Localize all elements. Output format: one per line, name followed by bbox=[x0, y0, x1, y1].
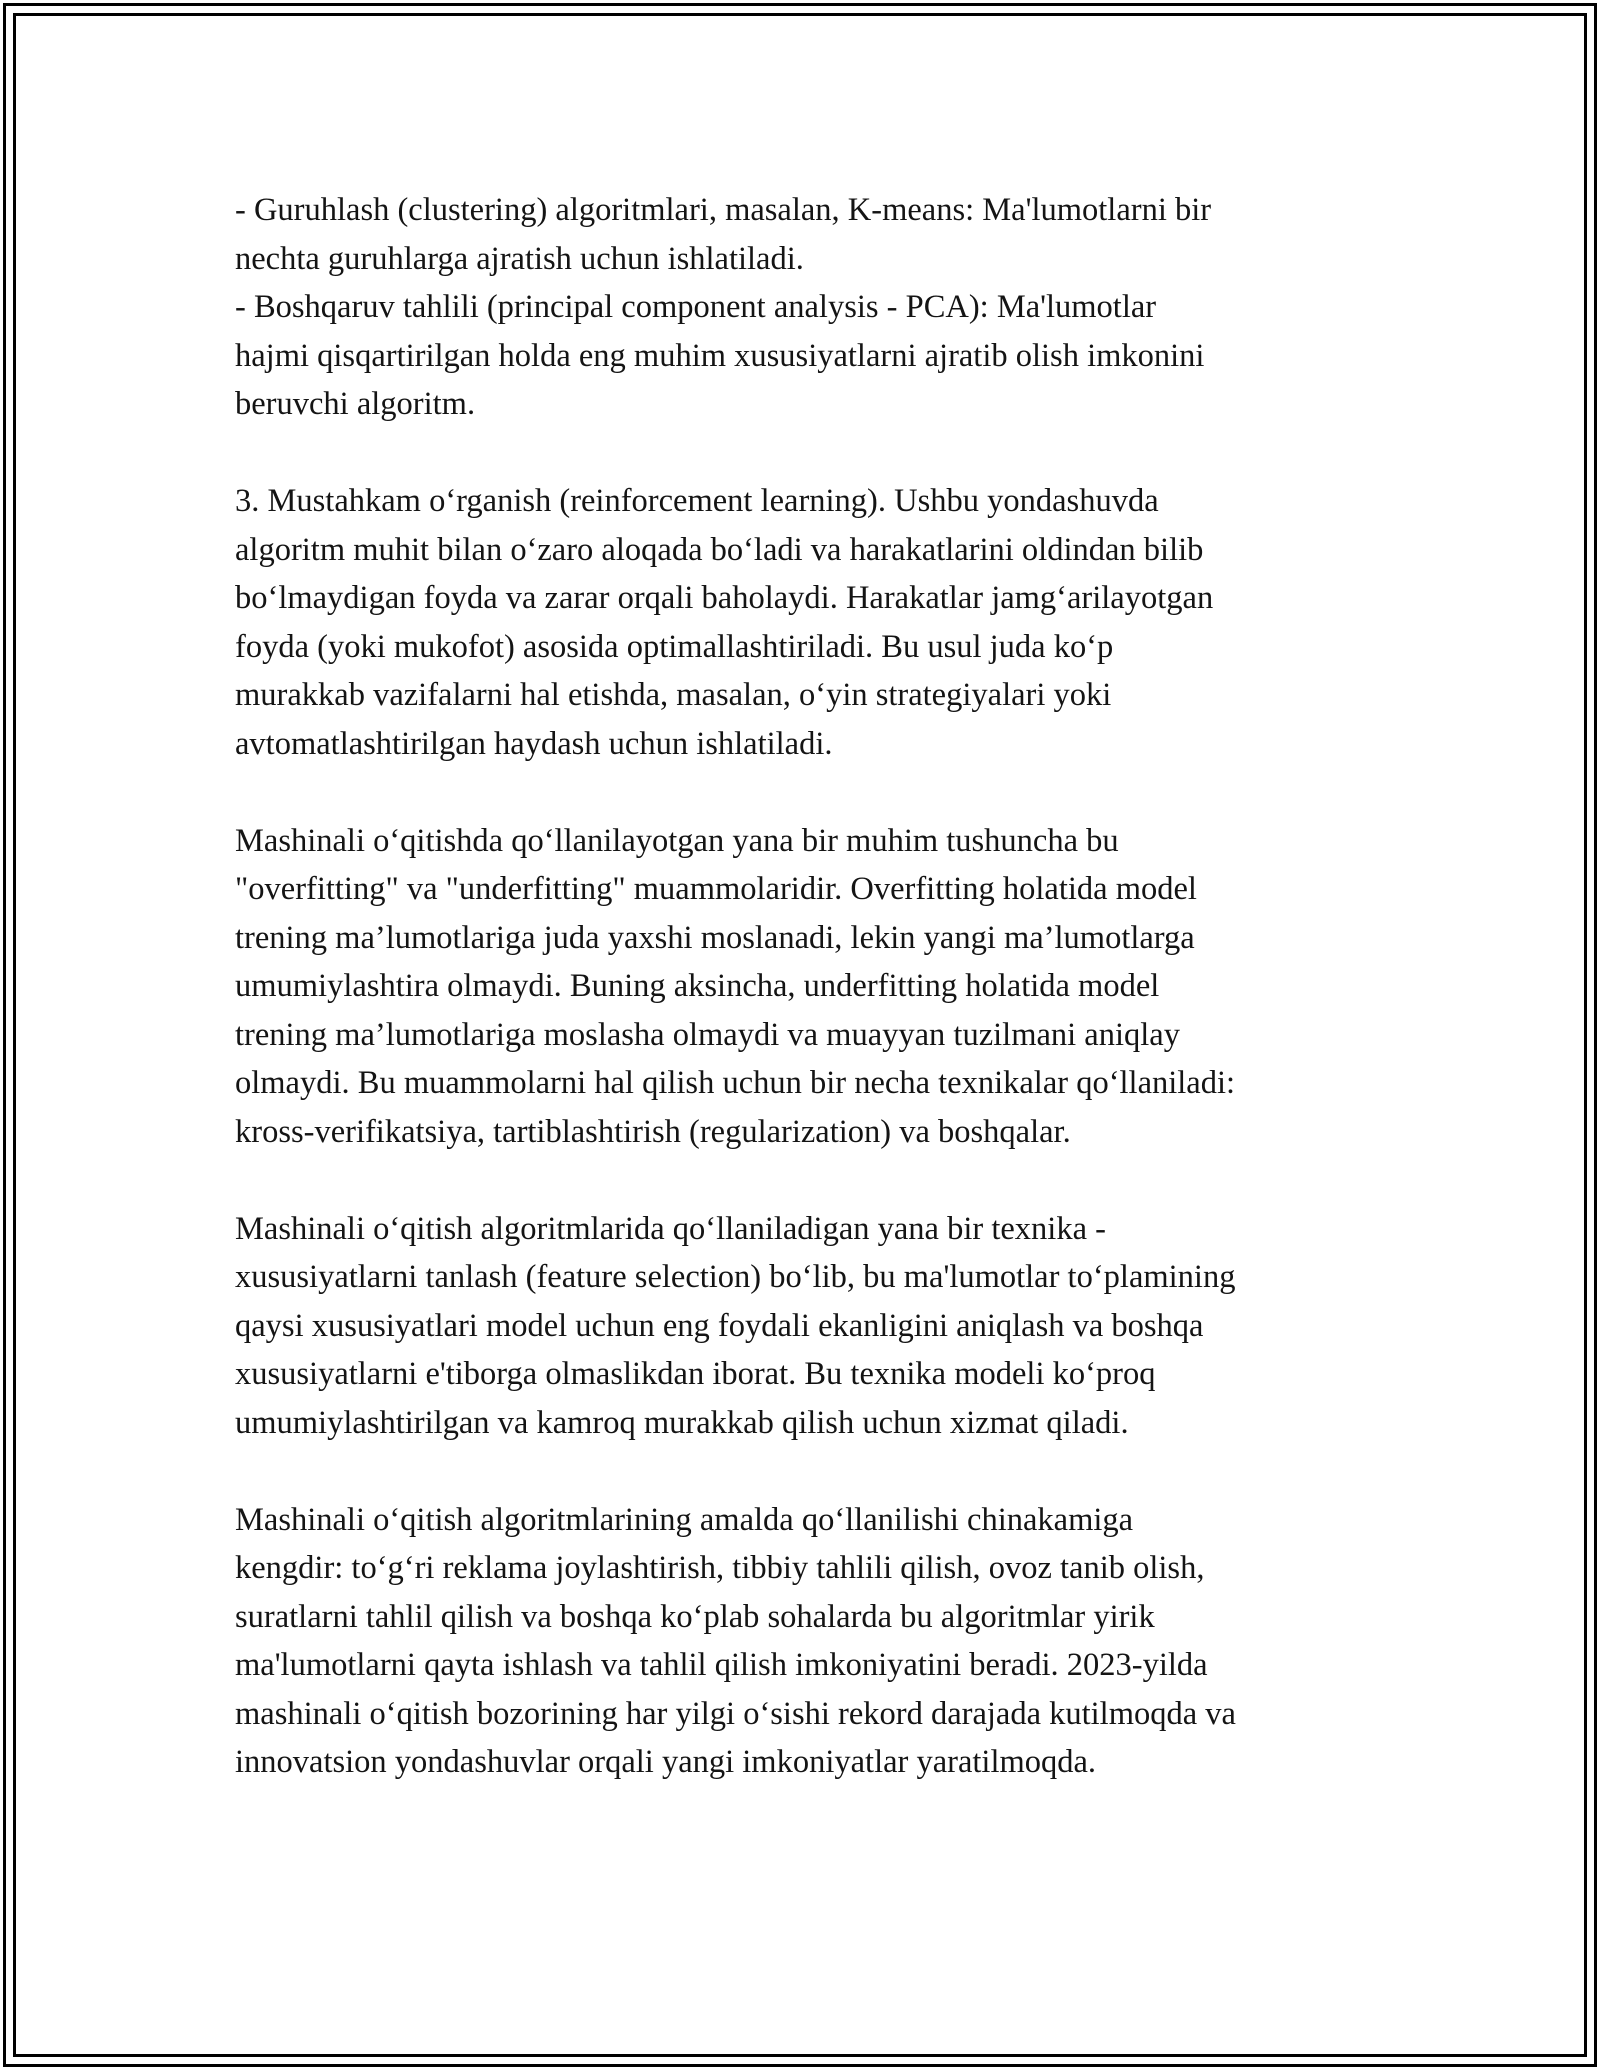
text-line: mashinali o‘qitish bozorining har yilgi o‘sishi rekord darajada kutilmoqda va bbox=[235, 1695, 1236, 1732]
text-line: 3. Mustahkam o‘rganish (reinforcement learning). Ushbu yondashuvda bbox=[235, 483, 1159, 519]
text-line: hajmi qisqartirilgan holda eng muhim xususiyatlarni ajratib olish imkonini bbox=[235, 337, 1205, 374]
text-line: trening ma’lumotlariga juda yaxshi moslanadi, lekin yangi ma’lumotlarga bbox=[235, 919, 1195, 956]
text-line: beruvchi algoritm. bbox=[235, 386, 476, 422]
text-line: kross-verifikatsiya, tartiblashtirish (regularization) va boshqalar. bbox=[235, 1113, 1071, 1150]
paragraph-applications bbox=[235, 1496, 1380, 1787]
text-line: olmaydi. Bu muammolarni hal qilish uchun bir necha texnikalar qo‘llaniladi: bbox=[235, 1065, 1236, 1101]
text-line: umumiylashtira olmaydi. Buning aksincha, underfitting holatida model bbox=[235, 968, 1160, 1004]
text-line: Mashinali o‘qitish algoritmlarida qo‘llaniladigan yana bir texnika - bbox=[235, 1210, 1106, 1247]
text-line: ma'lumotlarni qayta ishlash va tahlil qilish imkoniyatini beradi. 2023-yilda bbox=[235, 1647, 1208, 1683]
text-line: - Boshqaruv tahlili (principal component analysis - PCA): Ma'lumotlar bbox=[235, 289, 1157, 325]
paragraph-reinforcement-learning bbox=[235, 477, 1380, 768]
paragraph-unsupervised-examples bbox=[235, 186, 1380, 429]
text-line: murakkab vazifalarni hal etishda, masalan, o‘yin strategiyalari yoki bbox=[235, 677, 1112, 713]
text-line: trening ma’lumotlariga moslasha olmaydi va muayyan tuzilmani aniqlay bbox=[235, 1016, 1180, 1053]
text-line: umumiylashtirilgan va kamroq murakkab qilish uchun xizmat qiladi. bbox=[235, 1404, 1129, 1441]
text-line: nechta guruhlarga ajratish uchun ishlatiladi. bbox=[235, 240, 804, 277]
text-line: xususiyatlarni tanlash (feature selection) bo‘lib, bu ma'lumotlar to‘plamining bbox=[235, 1259, 1236, 1295]
text-line: avtomatlashtirilgan haydash uchun ishlatiladi. bbox=[235, 725, 833, 762]
text-line: foyda (yoki mukofot) asosida optimallashtiriladi. Bu usul juda ko‘p bbox=[235, 628, 1114, 665]
text-line: algoritm muhit bilan o‘zaro aloqada bo‘ladi va harakatlarini oldindan bilib bbox=[235, 531, 1204, 568]
text-line: "overfitting" va "underfitting" muammolaridir. Overfitting holatida model bbox=[235, 871, 1197, 907]
text-line: xususiyatlarni e'tiborga olmaslikdan iborat. Bu texnika modeli ko‘proq bbox=[235, 1356, 1156, 1392]
text-line: qaysi xususiyatlari model uchun eng foydali ekanligini aniqlash va boshqa bbox=[235, 1307, 1204, 1344]
text-line: Mashinali o‘qitish algoritmlarining amalda qo‘llanilishi chinakamiga bbox=[235, 1501, 1134, 1538]
paragraph-overfitting bbox=[235, 817, 1380, 1157]
text-line: suratlarni tahlil qilish va boshqa ko‘plab sohalarda bu algoritmlar yirik bbox=[235, 1598, 1155, 1635]
text-line: bo‘lmaydigan foyda va zarar orqali baholaydi. Harakatlar jamg‘arilayotgan bbox=[235, 580, 1214, 616]
text-line: kengdir: to‘g‘ri reklama joylashtirish, tibbiy tahlili qilish, ovoz tanib olish, bbox=[235, 1550, 1205, 1586]
text-line: Mashinali o‘qitishda qo‘llanilayotgan yana bir muhim tushuncha bu bbox=[235, 822, 1119, 859]
paragraph-feature-selection bbox=[235, 1205, 1380, 1448]
text-line: - Guruhlash (clustering) algoritmlari, masalan, K-means: Ma'lumotlarni bir bbox=[235, 192, 1212, 228]
text-line: innovatsion yondashuvlar orqali yangi imkoniyatlar yaratilmoqda. bbox=[235, 1744, 1097, 1780]
document-body bbox=[235, 186, 1380, 1835]
